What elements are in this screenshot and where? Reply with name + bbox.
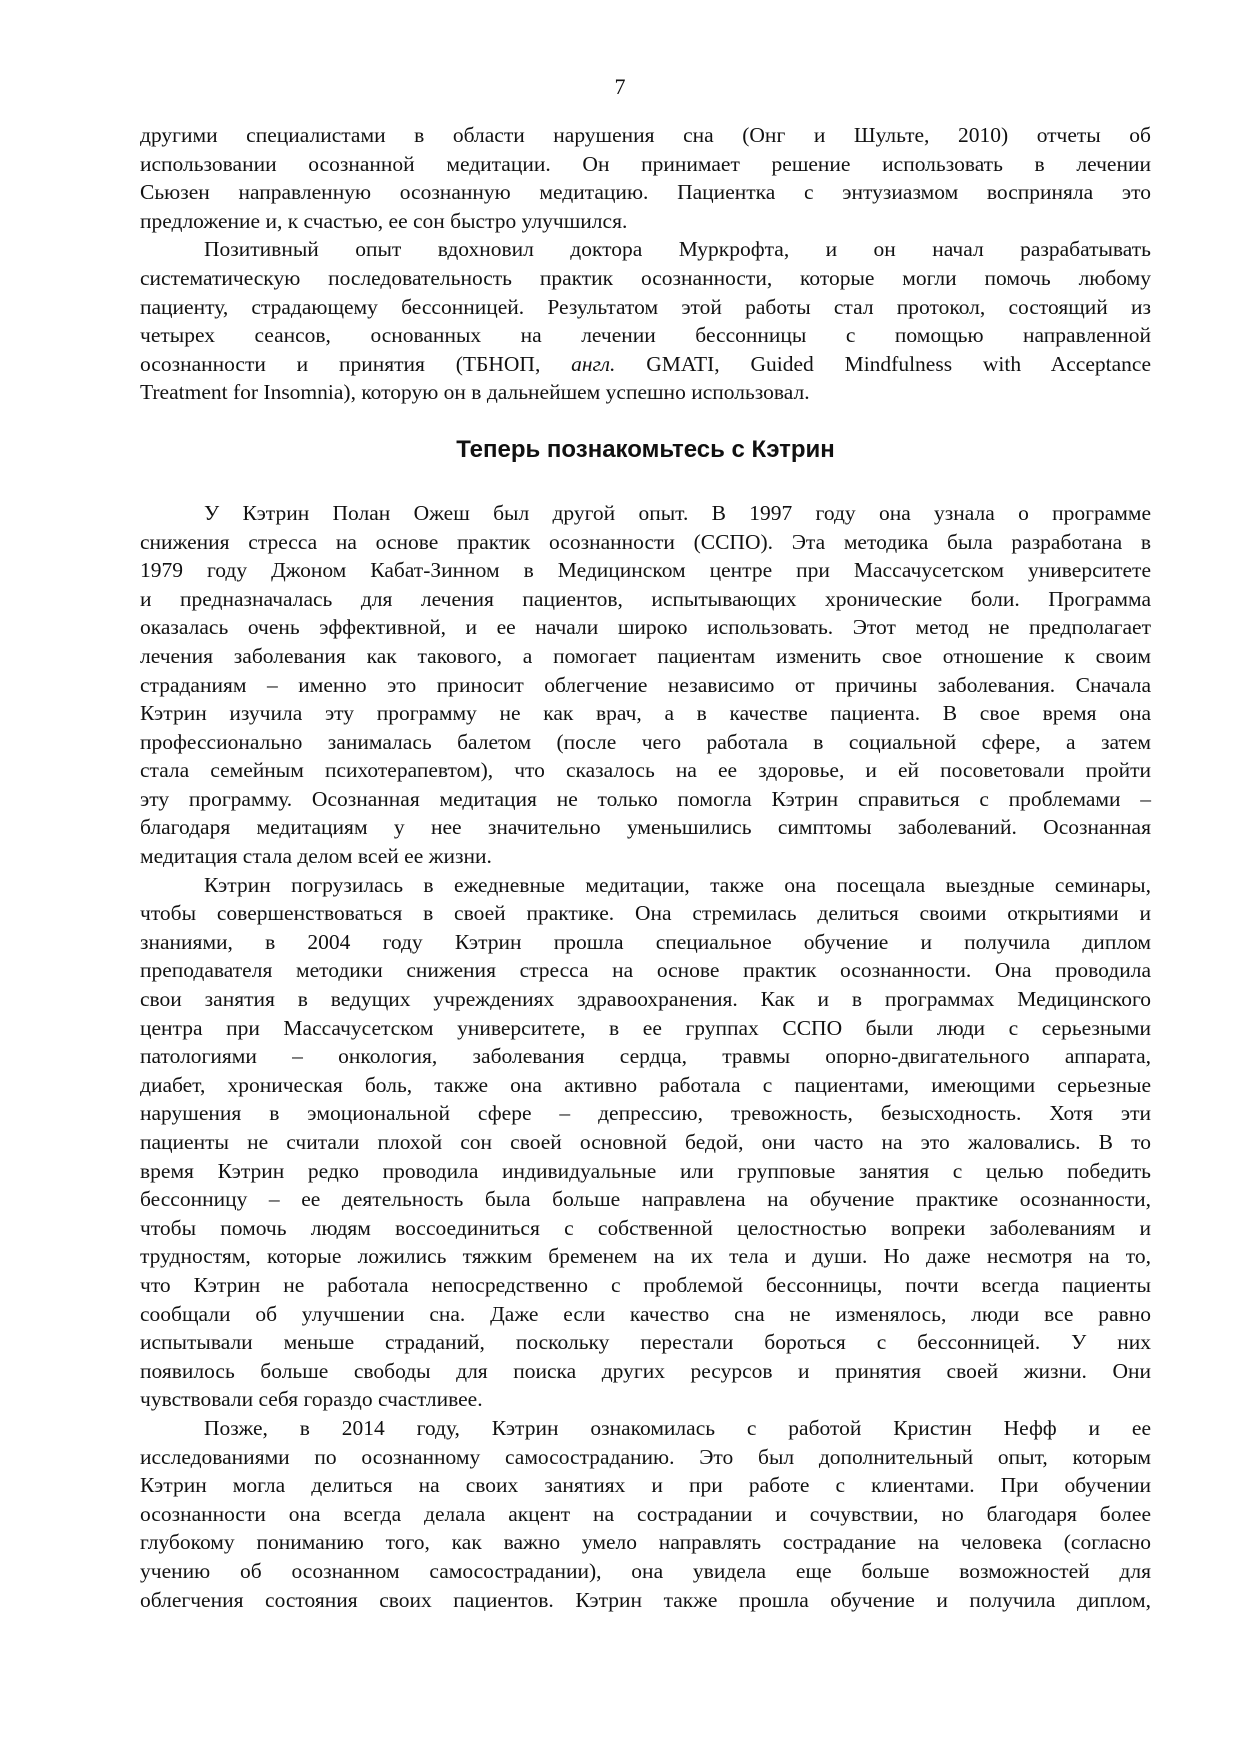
text-line: чувствовали себя гораздо счастливее. bbox=[140, 1387, 483, 1412]
text-line: глубокому пониманию того, как важно умело направлять сострадание на человека (согласно bbox=[140, 1530, 1151, 1555]
text-line: патологиями – онкология, заболевания сердца, травмы опорно-двигательного аппарата, bbox=[140, 1044, 1151, 1069]
text-line: учению об осознанном самосострадании), она увидела еще больше возможностей для bbox=[140, 1558, 1151, 1583]
text-line: другими специалистами в области нарушения сна (Онг и Шульте, 2010) отчеты об bbox=[140, 123, 1151, 147]
text-line: что Кэтрин не работала непосредственно с проблемой бессонницы, почти всегда пациенты bbox=[140, 1272, 1151, 1297]
text-line: трудностям, которые ложились тяжким бременем на их тела и души. Но даже несмотря на то, bbox=[140, 1244, 1151, 1269]
text-line: бессонницу – ее деятельность была больше направлена на обучение практике осознанности, bbox=[140, 1187, 1151, 1212]
text-line: медитация стала делом всей ее жизни. bbox=[140, 844, 492, 869]
text-line: свои занятия в ведущих учреждениях здравоохранения. Как и в программах Медицинского bbox=[140, 987, 1151, 1012]
text-line: Кэтрин погрузилась в ежедневные медитации, также она посещала выездные семинары, bbox=[204, 872, 1151, 897]
text-line: появилось больше свободы для поиска других ресурсов и принятия своей жизни. Они bbox=[140, 1358, 1151, 1383]
text-line: Treatment for Insomnia), которую он в дальнейшем успешно использовал. bbox=[140, 380, 810, 405]
text-line: время Кэтрин редко проводила индивидуальные или групповые занятия с целью победить bbox=[140, 1158, 1151, 1183]
text-line: эту программу. Осознанная медитация не только помогла Кэтрин справиться с проблемами – bbox=[140, 786, 1151, 811]
text-line: четырех сеансов, основанных на лечении бессонницы с помощью направленной bbox=[140, 323, 1151, 348]
italic-term: англ. bbox=[571, 351, 616, 376]
text-line: и предназначалась для лечения пациентов, испытывающих хронические боли. Программа bbox=[140, 586, 1151, 611]
text-line: использовании осознанной медитации. Он принимает решение использовать в лечении bbox=[140, 151, 1151, 176]
text-line: центра при Массачусетском университете, в ее группах ССПО были люди с серьезными bbox=[140, 1015, 1151, 1040]
text-line: систематическую последовательность практик осознанности, которые могли помочь любому bbox=[140, 265, 1151, 290]
text-line: Позже, в 2014 году, Кэтрин ознакомилась с работой Кристин Нефф и ее bbox=[204, 1415, 1151, 1440]
text-line: Кэтрин могла делиться на своих занятиях и при работе с клиентами. При обучении bbox=[140, 1473, 1151, 1498]
paragraph bbox=[140, 871, 1151, 1414]
text-line: профессионально занималась балетом (после чего работала в социальной сфере, а затем bbox=[140, 729, 1151, 754]
text-line: предложение и, к счастью, ее сон быстро улучшился. bbox=[140, 208, 628, 233]
text-line: лечения заболевания как такового, а помогает пациентам изменить свое отношение к своим bbox=[140, 643, 1151, 668]
paragraph bbox=[140, 499, 1151, 871]
text-line: испытывали меньше страданий, поскольку перестали бороться с бессонницей. У них bbox=[140, 1330, 1151, 1355]
text-line: благодаря медитациям у нее значительно уменьшились симптомы заболеваний. Осознанная bbox=[140, 815, 1151, 840]
text-line: снижения стресса на основе практик осознанности (ССПО). Эта методика была разработана в bbox=[140, 529, 1151, 554]
document-body bbox=[140, 121, 1151, 1614]
text-line: исследованиями по осознанному самосостраданию. Это был дополнительный опыт, которым bbox=[140, 1444, 1151, 1469]
text-line: осознанности она всегда делала акцент на сострадании и сочувствии, но благодаря более bbox=[140, 1501, 1151, 1526]
section-heading: Теперь познакомьтесь с Кэтрин bbox=[456, 435, 835, 463]
text-line: пациенту, страдающему бессонницей. Результатом этой работы стал протокол, состоящий из bbox=[140, 294, 1151, 319]
text-line: облегчения состояния своих пациентов. Кэтрин также прошла обучение и получила диплом, bbox=[140, 1587, 1151, 1612]
text-segment: GMATI, Guided Mindfulness with Acceptance bbox=[615, 351, 1151, 376]
paragraph bbox=[140, 235, 1151, 407]
text-line bbox=[140, 350, 1151, 379]
text-line: страданиям – именно это приносит облегчение независимо от причины заболевания. Сначала bbox=[140, 672, 1151, 697]
text-line: сообщали об улучшении сна. Даже если качество сна не изменялось, люди все равно bbox=[140, 1301, 1151, 1326]
text-line: преподавателя методики снижения стресса на основе практик осознанности. Она проводила bbox=[140, 958, 1151, 983]
paragraph bbox=[140, 1414, 1151, 1614]
text-line: знаниями, в 2004 году Кэтрин прошла специальное обучение и получила диплом bbox=[140, 929, 1151, 954]
text-line: Кэтрин изучила эту программу не как врач, а в качестве пациента. В свое время она bbox=[140, 701, 1151, 726]
text-line: 1979 году Джоном Кабат-Зинном в Медицинском центре при Массачусетском университете bbox=[140, 558, 1151, 583]
text-line: нарушения в эмоциональной сфере – депрессию, тревожность, безысходность. Хотя эти bbox=[140, 1101, 1151, 1126]
text-line: пациенты не считали плохой сон своей основной бедой, они часто на это жаловались. В то bbox=[140, 1130, 1151, 1154]
text-line: оказалась очень эффективной, и ее начали широко использовать. Этот метод не предполагает bbox=[140, 615, 1151, 640]
text-line: У Кэтрин Полан Ожеш был другой опыт. В 1997 году она узнала о программе bbox=[204, 500, 1151, 525]
page-number: 7 bbox=[614, 74, 626, 99]
text-line: Сьюзен направленную осознанную медитацию. Пациентка с энтузиазмом восприняла это bbox=[140, 180, 1151, 205]
text-line: Позитивный опыт вдохновил доктора Муркрофта, и он начал разрабатывать bbox=[204, 237, 1151, 262]
paragraph bbox=[140, 121, 1151, 235]
text-segment: осознанности и принятия (ТБНОП, bbox=[140, 351, 572, 376]
text-line: чтобы совершенствоваться в своей практике. Она стремилась делиться своими открытиями и bbox=[140, 901, 1151, 926]
text-line: диабет, хроническая боль, также она активно работала с пациентами, имеющими серьезные bbox=[140, 1072, 1151, 1097]
text-line: стала семейным психотерапевтом), что сказалось на ее здоровье, и ей посоветовали пройти bbox=[140, 758, 1151, 783]
text-line: чтобы помочь людям воссоединиться с собственной целостностью вопреки заболеваниям и bbox=[140, 1215, 1151, 1240]
